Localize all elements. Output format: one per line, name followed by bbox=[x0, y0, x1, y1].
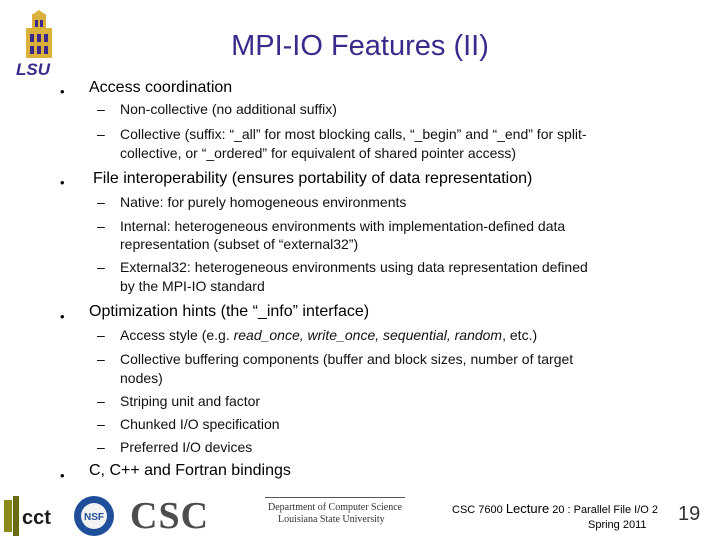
access-style-examples: read_once, write_once, sequential, random bbox=[233, 327, 503, 343]
lsu-logo-text: LSU bbox=[16, 60, 50, 79]
sub-bullet-access-style: Access style (e.g. read_once, write_once, sequential, random, etc.) bbox=[120, 327, 538, 343]
sub-bullet-continuation: representation (subset of “external32”) bbox=[120, 236, 359, 252]
sub-bullet-continuation: collective, or “_ordered” for equivalent of shared pointer access) bbox=[120, 145, 517, 161]
nsf-logo-text: NSF bbox=[84, 512, 104, 523]
sub-bullet-dash: – bbox=[97, 101, 105, 117]
dept-name: Department of Computer Science bbox=[268, 502, 403, 513]
sub-bullet: Collective buffering components (buffer and block sizes, number of target bbox=[120, 351, 574, 367]
bullet-bindings: C, C++ and Fortran bindings bbox=[89, 462, 291, 479]
sub-bullet: Preferred I/O devices bbox=[120, 439, 253, 455]
bullet-access-coordination: Access coordination bbox=[89, 79, 233, 96]
csc-logo: CSC bbox=[130, 495, 210, 537]
sub-bullet: External32: heterogeneous environments using data representation defined bbox=[120, 259, 588, 275]
dept-divider bbox=[265, 497, 405, 498]
sub-bullet: Collective (suffix: “_all” for most blocking calls, “_begin” and “_end” for split- bbox=[120, 126, 587, 142]
sub-bullet: Chunked I/O specification bbox=[120, 416, 280, 432]
bullet-marker: • bbox=[60, 309, 65, 324]
course-term: Spring 2011 bbox=[588, 519, 647, 531]
cct-logo-text: cct bbox=[22, 507, 51, 529]
sub-bullet: Internal: heterogeneous environments with implementation-defined data bbox=[120, 218, 566, 234]
nsf-logo bbox=[72, 494, 116, 538]
bullet-marker: • bbox=[60, 84, 65, 99]
bullet-file-interoperability: File interoperability (ensures portability of data representation) bbox=[93, 170, 533, 187]
sub-bullet: Native: for purely homogeneous environments bbox=[120, 194, 407, 210]
sub-bullet-continuation: nodes) bbox=[120, 370, 163, 386]
sub-bullet: Striping unit and factor bbox=[120, 393, 261, 409]
sub-bullet-dash: – bbox=[97, 259, 105, 275]
sub-bullet-dash: – bbox=[97, 439, 105, 455]
sub-bullet-dash: – bbox=[97, 218, 105, 234]
bullet-optimization-hints: Optimization hints (the “_info” interface) bbox=[89, 303, 370, 320]
sub-bullet-continuation: by the MPI-IO standard bbox=[120, 278, 265, 294]
bullet-marker: • bbox=[60, 468, 65, 483]
sub-bullet: Non-collective (no additional suffix) bbox=[120, 101, 337, 117]
course-info: CSC 7600 Lecture 20 : Parallel File I/O 2 bbox=[452, 501, 659, 516]
cct-logo bbox=[4, 496, 66, 536]
sub-bullet-dash: – bbox=[97, 194, 105, 210]
sub-bullet-dash: – bbox=[97, 126, 105, 142]
university-name: Louisiana State University bbox=[278, 514, 385, 525]
sub-bullet-dash: – bbox=[97, 351, 105, 367]
bullet-marker: • bbox=[60, 175, 65, 190]
sub-bullet-dash: – bbox=[97, 393, 105, 409]
sub-bullet-dash: – bbox=[97, 416, 105, 432]
sub-bullet-dash: – bbox=[97, 327, 105, 343]
slide-title: MPI-IO Features (II) bbox=[231, 30, 489, 62]
page-number: 19 bbox=[678, 503, 701, 525]
